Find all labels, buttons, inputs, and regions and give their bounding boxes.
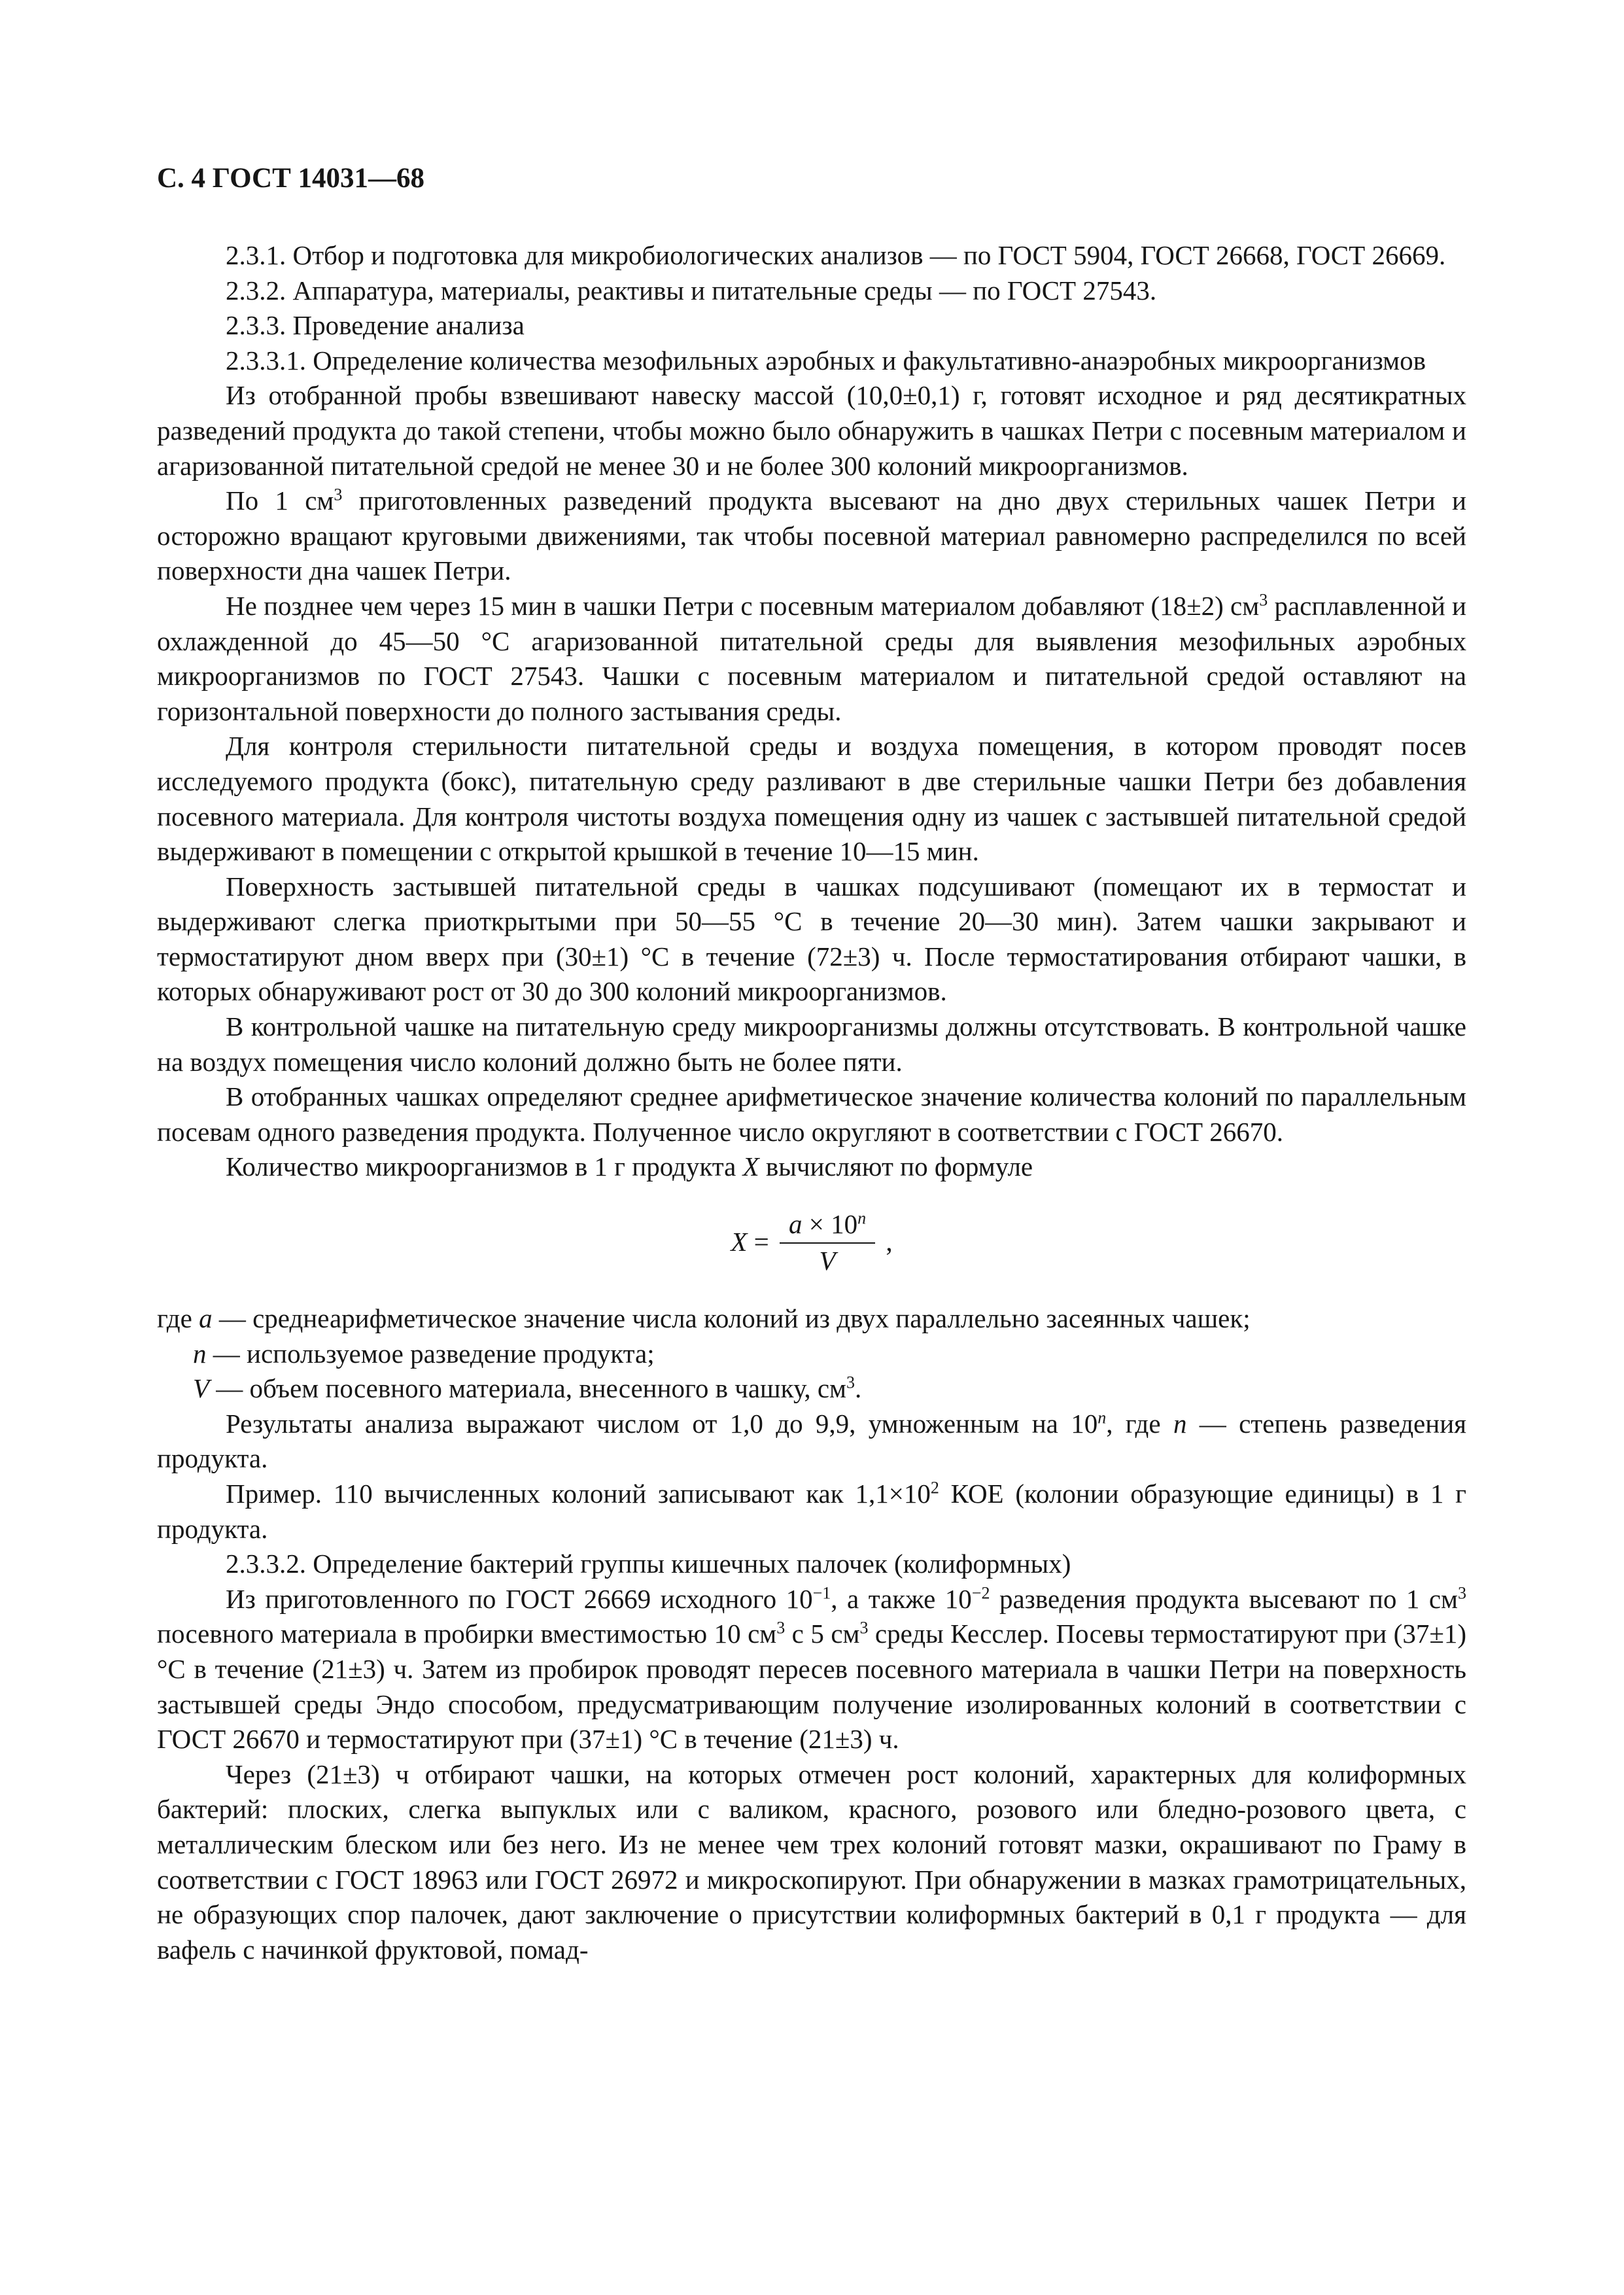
paragraph-average-count: В отобранных чашках определяют среднее арифметическое значение количества колоний по параллельным посевам одного разведения продукта. Полученное число округляют в соответствии с ГОСТ 26670.: [157, 1081, 1466, 1147]
formula-lhs: X: [731, 1227, 748, 1257]
paragraph-example: Пример. 110 вычисленных колоний записывают как $1,1\times 10^2$ КОЕ (колонии образующие единицы) в 1 г продукта.: [157, 1478, 1466, 1544]
legend-n: n — используемое разведение продукта;: [193, 1338, 655, 1369]
paragraph-incubation: Поверхность застывшей питательной среды в чашках подсушивают (помещают их в термостат и выдерживают слегка приоткрытыми при 50—55 °С в течение 20—30 мин). Затем чашки закрывают и термостатируют дном вверх при (30±1) °С в течение (72±3) ч. После термостатирования отбирают чашки, в которых обнаруживают рост от 30 до 300 колоний микроорганизмов.: [157, 871, 1466, 1007]
paragraph-2-3-2: 2.3.2. Аппаратура, материалы, реактивы и питательные среды — по ГОСТ 27543.: [226, 275, 1157, 306]
paragraph-seeding: По 1 $см^3$ приготовленных разведений продукта высевают на дно двух стерильных чашек Петри и осторожно вращают круговыми движениями, так чтобы посевной материал равномерно распределился по всей поверхности дна чашек Петри.: [157, 485, 1466, 586]
paragraph-coliform-selection: Через (21±3) ч отбирают чашки, на которых отмечен рост колоний, характерных для колиформных бактерий: плоских, слегка выпуклых или с валиком, красного, розового или бледно-розового цвета, с металлическим блеском или без него. Из не менее чем трех колоний готовят мазки, окрашивают по Граму в соответствии с ГОСТ 18963 или ГОСТ 26972 и микроскопируют. При обнаружении в мазках грамотрицательных, не образующих спор палочек, дают заключение о присутствии колиформных бактерий в 0,1 г продукта — для вафель с начинкой фруктовой, помад-: [157, 1759, 1466, 1965]
paragraph-results: Результаты анализа выражают числом от 1,0 до 9,9, умноженным на 10$^n$, где n — степень разведения продукта.: [157, 1408, 1466, 1474]
formula-denominator: V: [819, 1246, 836, 1276]
document-body: [157, 238, 1466, 1967]
paragraph-2-3-3-2: 2.3.3.2. Определение бактерий группы кишечных палочек (колиформных): [226, 1549, 1071, 1579]
paragraph-2-3-1: 2.3.1. Отбор и подготовка для микробиологических анализов — по ГОСТ 5904, ГОСТ 26668, ГОСТ 26669.: [226, 240, 1446, 270]
paragraph-agar-pouring: Не позднее чем через 15 мин в чашки Петри с посевным материалом добавляют (18±2) $см^3$ расплавленной и охлажденной до 45—50 °С агаризованной питательной среды для выявления мезофильных аэробных микроорганизмов по ГОСТ 27543. Чашки с посевным материалом и питательной средой оставляют на горизонтальной поверхности до полного застывания среды.: [157, 590, 1466, 726]
paragraph-formula-intro: Количество микроорганизмов в 1 г продукта X вычисляют по формуле: [226, 1151, 1033, 1182]
formula: [157, 1190, 1466, 1295]
formula-equals: =: [747, 1227, 776, 1257]
formula-numerator: $a \times 10^n$: [780, 1208, 875, 1244]
formula-fraction: [780, 1208, 875, 1276]
paragraph-control-dish: В контрольной чашке на питательную среду микроорганизмы должны отсутствовать. В контрольной чашке на воздух помещения число колоний должно быть не более пяти.: [157, 1011, 1466, 1077]
legend-v: V — объем посевного материала, внесенного в чашку, $см^3$.: [193, 1373, 862, 1404]
paragraph-coliform-seeding: Из приготовленного по ГОСТ 26669 исходного $10^{-1}$, а также $10^{-2}$ разведения продукта высевают по 1 $см^3$ посевного материала в пробирки вместимостью 10 $см^3$ с 5 $см^3$ среды Кесслер. Посевы термостатируют при (37±1) °С в течение (21±3) ч. Затем из пробирок проводят пересев посевного материала в чашки Петри на поверхность застывшей среды Эндо способом, предусматривающим получение изолированных колоний в соответствии с ГОСТ 26670 и термостатируют при (37±1) °С в течение (21±3) ч.: [157, 1583, 1466, 1755]
paragraph-sample-weighing: Из отобранной пробы взвешивают навеску массой (10,0±0,1) г, готовят исходное и ряд десятикратных разведений продукта до такой степени, чтобы можно было обнаружить в чашках Петри с посевным материалом и агаризованной питательной средой не менее 30 и не более 300 колоний микроорганизмов.: [157, 380, 1466, 481]
legend-a: где a — среднеарифметическое значение числа колоний из двух параллельно засеянных чашек;: [157, 1303, 1251, 1334]
paragraph-2-3-3: 2.3.3. Проведение анализа: [226, 310, 525, 341]
paragraph-sterility-control: Для контроля стерильности питательной среды и воздуха помещения, в котором проводят посев исследуемого продукта (бокс), питательную среду разливают в две стерильные чашки Петри без добавления посевного материала. Для контроля чистоты воздуха помещения одну из чашек с застывшей питательной средой выдерживают в помещении с открытой крышкой в течение 10—15 мин.: [157, 731, 1466, 867]
paragraph-2-3-3-1: 2.3.3.1. Определение количества мезофильных аэробных и факультативно-анаэробных микроорганизмов: [226, 345, 1426, 376]
page-header: С. 4 ГОСТ 14031—68: [157, 163, 425, 194]
formula-comma: ,: [879, 1227, 893, 1257]
